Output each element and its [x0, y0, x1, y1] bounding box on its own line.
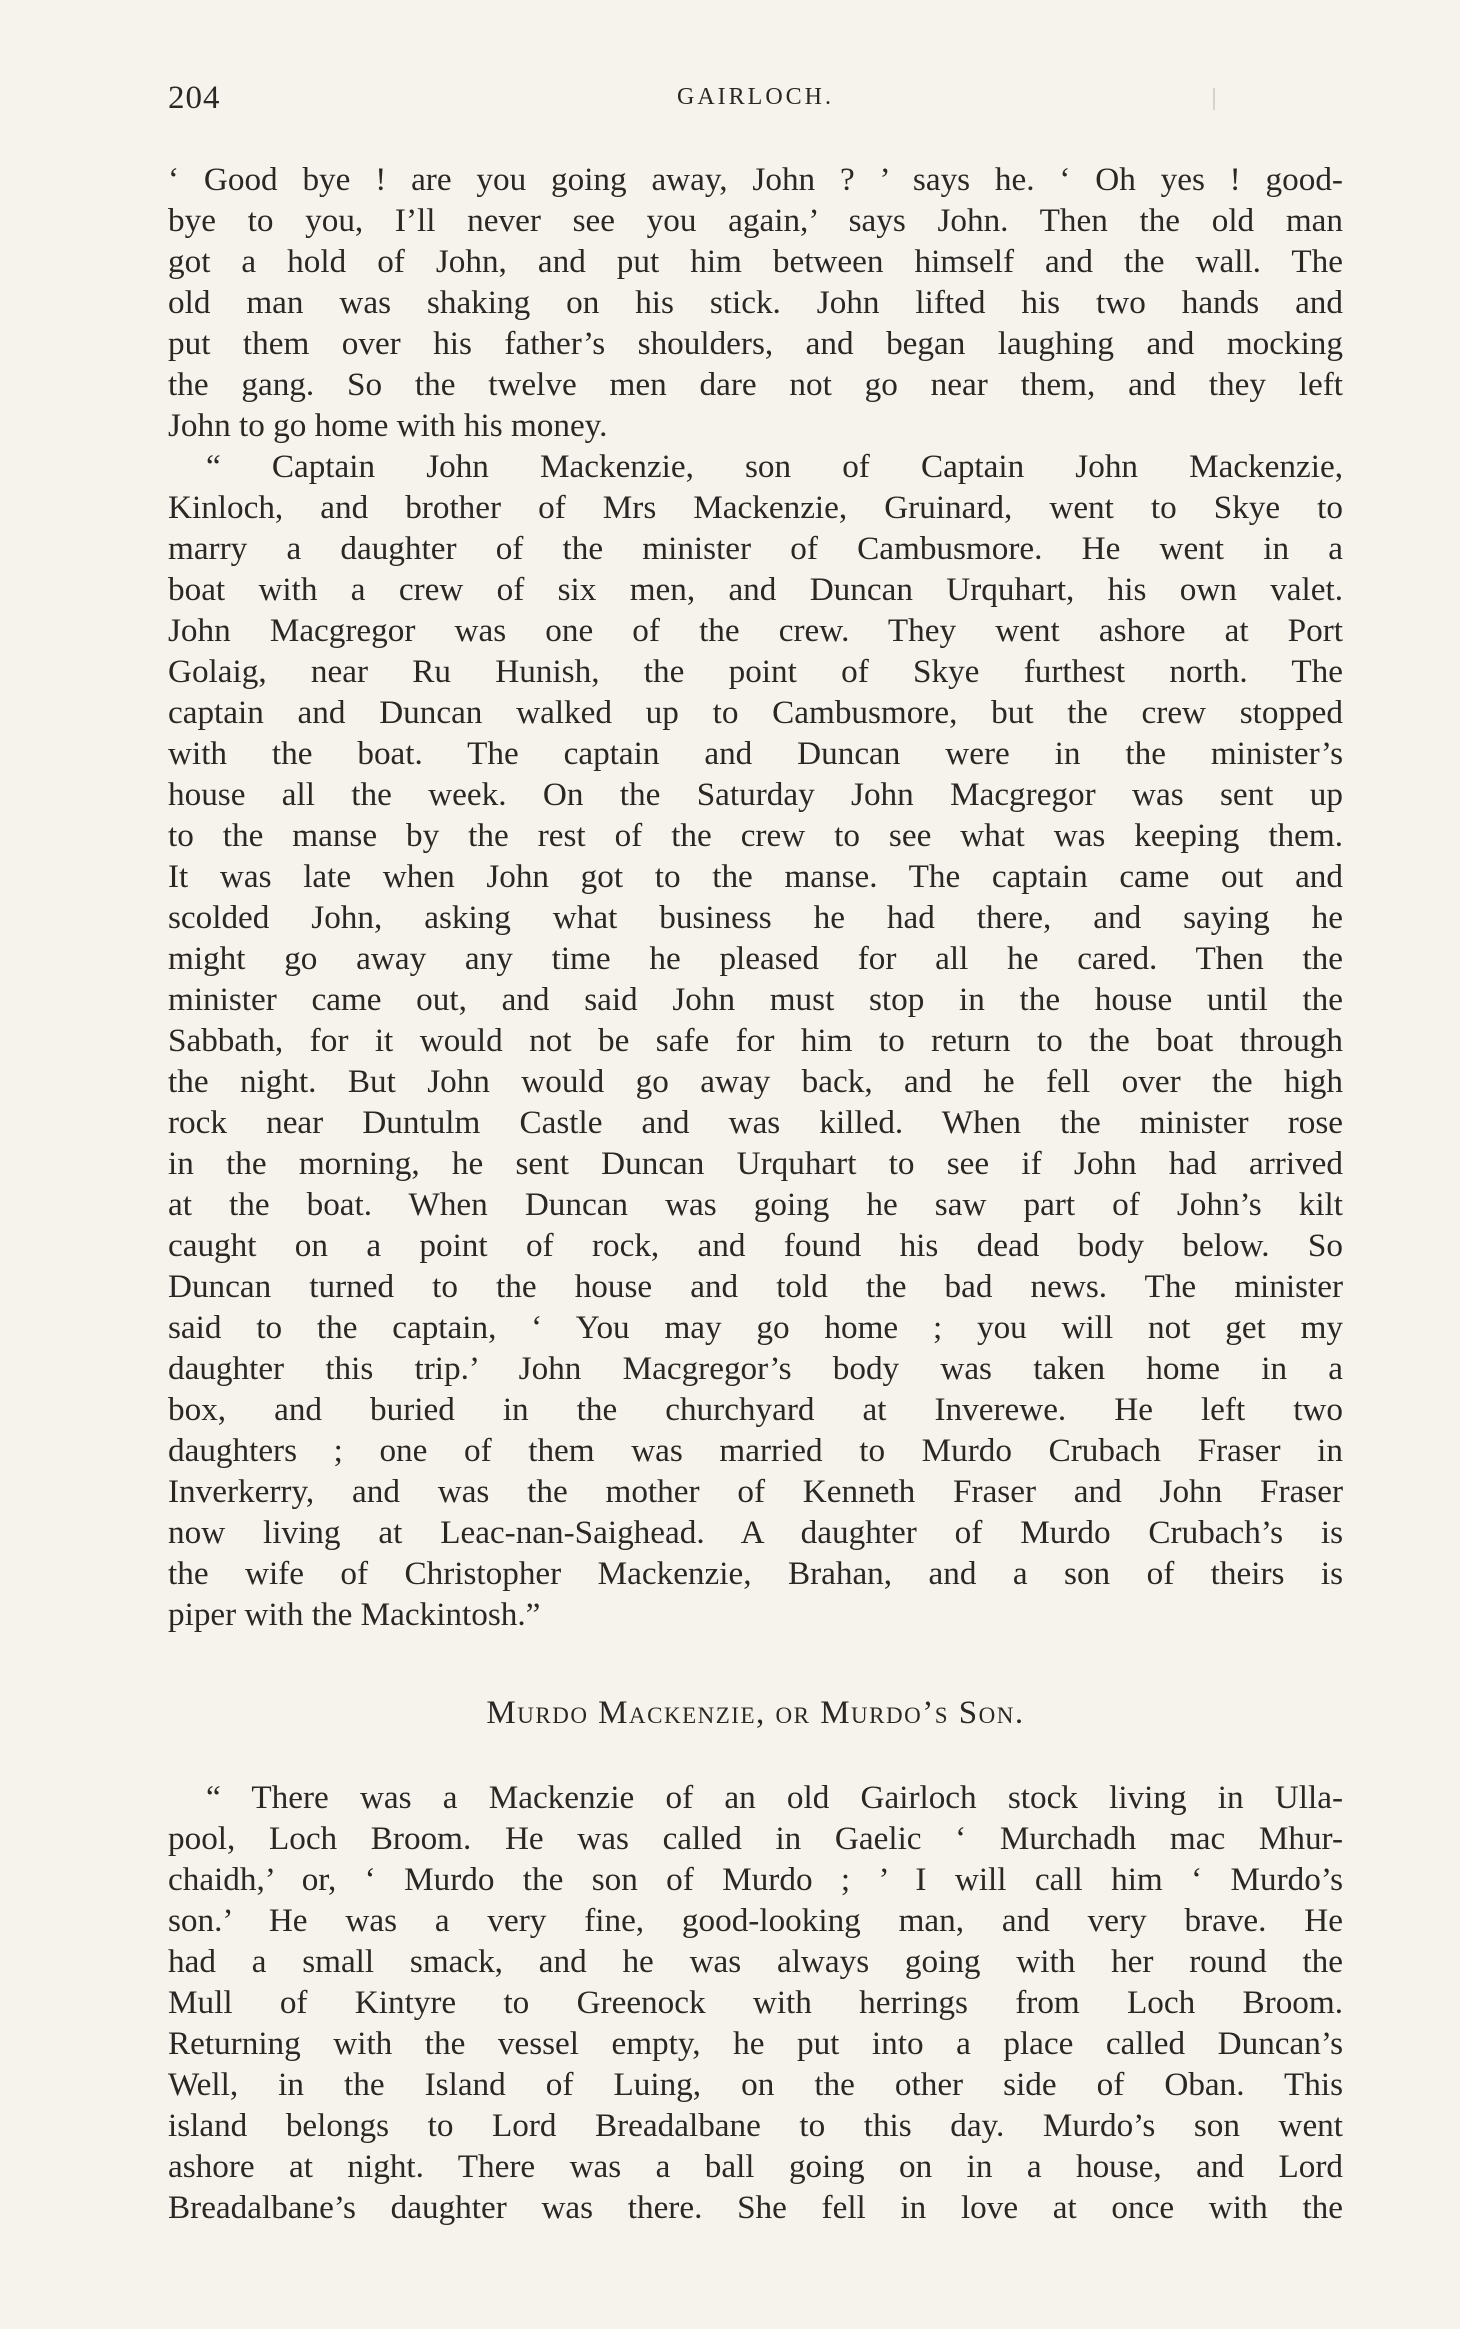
text-line: John to go home with his money. — [168, 407, 608, 444]
text-line: daughter this trip.’ John Macgregor’s body was taken home in a — [168, 1350, 1343, 1387]
paragraph — [168, 1777, 1343, 2228]
text-line: had a small smack, and he was always going with her round the — [168, 1943, 1343, 1980]
text-line: Duncan turned to the house and told the bad news. The minister — [168, 1268, 1343, 1305]
text-line: It was late when John got to the manse. The captain came out and — [168, 858, 1343, 895]
text-line: captain and Duncan walked up to Cambusmore, but the crew stopped — [168, 694, 1343, 731]
text-line: piper with the Mackintosh.” — [168, 1596, 541, 1633]
text-line: Mull of Kintyre to Greenock with herrings from Loch Broom. — [168, 1984, 1343, 2021]
text-line: Returning with the vessel empty, he put into a place called Duncan’s — [168, 2025, 1343, 2062]
text-line: Sabbath, for it would not be safe for him to return to the boat through — [168, 1022, 1343, 1059]
running-head — [168, 80, 1343, 120]
text-line: ashore at night. There was a ball going on in a house, and Lord — [168, 2148, 1343, 2185]
text-line: old man was shaking on his stick. John lifted his two hands and — [168, 284, 1343, 321]
text-line: put them over his father’s shoulders, and began laughing and mocking — [168, 325, 1343, 362]
text-line: now living at Leac-nan-Saighead. A daughter of Murdo Crubach’s is — [168, 1514, 1343, 1551]
text-line: scolded John, asking what business he had there, and saying he — [168, 899, 1343, 936]
text-line: house all the week. On the Saturday John Macgregor was sent up — [168, 776, 1343, 813]
text-line: boat with a crew of six men, and Duncan Urquhart, his own valet. — [168, 571, 1343, 608]
text-line: Golaig, near Ru Hunish, the point of Skye furthest north. The — [168, 653, 1343, 690]
text-line: got a hold of John, and put him between himself and the wall. The — [168, 243, 1343, 280]
running-title: GAIRLOCH. — [677, 84, 834, 110]
paragraph — [168, 446, 1343, 1635]
text-line: Inverkerry, and was the mother of Kenneth Fraser and John Fraser — [168, 1473, 1343, 1510]
text-line: caught on a point of rock, and found his dead body below. So — [168, 1227, 1343, 1264]
text-line: might go away any time he pleased for all he cared. Then the — [168, 940, 1343, 977]
text-line: the night. But John would go away back, and he fell over the high — [168, 1063, 1343, 1100]
text-line: said to the captain, ‘ You may go home ; you will not get my — [168, 1309, 1343, 1346]
text-line: John Macgregor was one of the crew. They went ashore at Port — [168, 612, 1343, 649]
text-line: rock near Duntulm Castle and was killed. When the minister rose — [168, 1104, 1343, 1141]
text-line: minister came out, and said John must stop in the house until the — [168, 981, 1343, 1018]
text-line: ‘ Good bye ! are you going away, John ? ’ says he. ‘ Oh yes ! good- — [168, 161, 1343, 198]
section-heading: Murdo Mackenzie, or Murdo’s Son. — [486, 1695, 1025, 1731]
text-line: marry a daughter of the minister of Cambusmore. He went in a — [168, 530, 1343, 567]
text-line: the wife of Christopher Mackenzie, Brahan, and a son of theirs is — [168, 1555, 1343, 1592]
body-text — [168, 159, 1343, 2228]
text-line: Breadalbane’s daughter was there. She fell in love at once with the — [168, 2189, 1343, 2226]
text-line: chaidh,’ or, ‘ Murdo the son of Murdo ; ’ I will call him ‘ Murdo’s — [168, 1861, 1343, 1898]
text-line: with the boat. The captain and Duncan were in the minister’s — [168, 735, 1343, 772]
page-number: 204 — [168, 80, 221, 116]
text-line: bye to you, I’ll never see you again,’ says John. Then the old man — [168, 202, 1343, 239]
text-line: the gang. So the twelve men dare not go near them, and they left — [168, 366, 1343, 403]
text-line: Kinloch, and brother of Mrs Mackenzie, Gruinard, went to Skye to — [168, 489, 1343, 526]
text-line: Well, in the Island of Luing, on the other side of Oban. This — [168, 2066, 1343, 2103]
text-line: at the boat. When Duncan was going he saw part of John’s kilt — [168, 1186, 1343, 1223]
text-line: “ There was a Mackenzie of an old Gairloch stock living in Ulla- — [206, 1779, 1343, 1816]
paragraph — [168, 159, 1343, 446]
text-line: island belongs to Lord Breadalbane to this day. Murdo’s son went — [168, 2107, 1343, 2144]
text-line: pool, Loch Broom. He was called in Gaelic ‘ Murchadh mac Mhur- — [168, 1820, 1343, 1857]
text-line: son.’ He was a very fine, good-looking man, and very brave. He — [168, 1902, 1343, 1939]
text-line: “ Captain John Mackenzie, son of Captain John Mackenzie, — [206, 448, 1343, 485]
text-line: daughters ; one of them was married to Murdo Crubach Fraser in — [168, 1432, 1343, 1469]
text-line: to the manse by the rest of the crew to see what was keeping them. — [168, 817, 1343, 854]
text-line: box, and buried in the churchyard at Inverewe. He left two — [168, 1391, 1343, 1428]
text-line: in the morning, he sent Duncan Urquhart to see if John had arrived — [168, 1145, 1343, 1182]
